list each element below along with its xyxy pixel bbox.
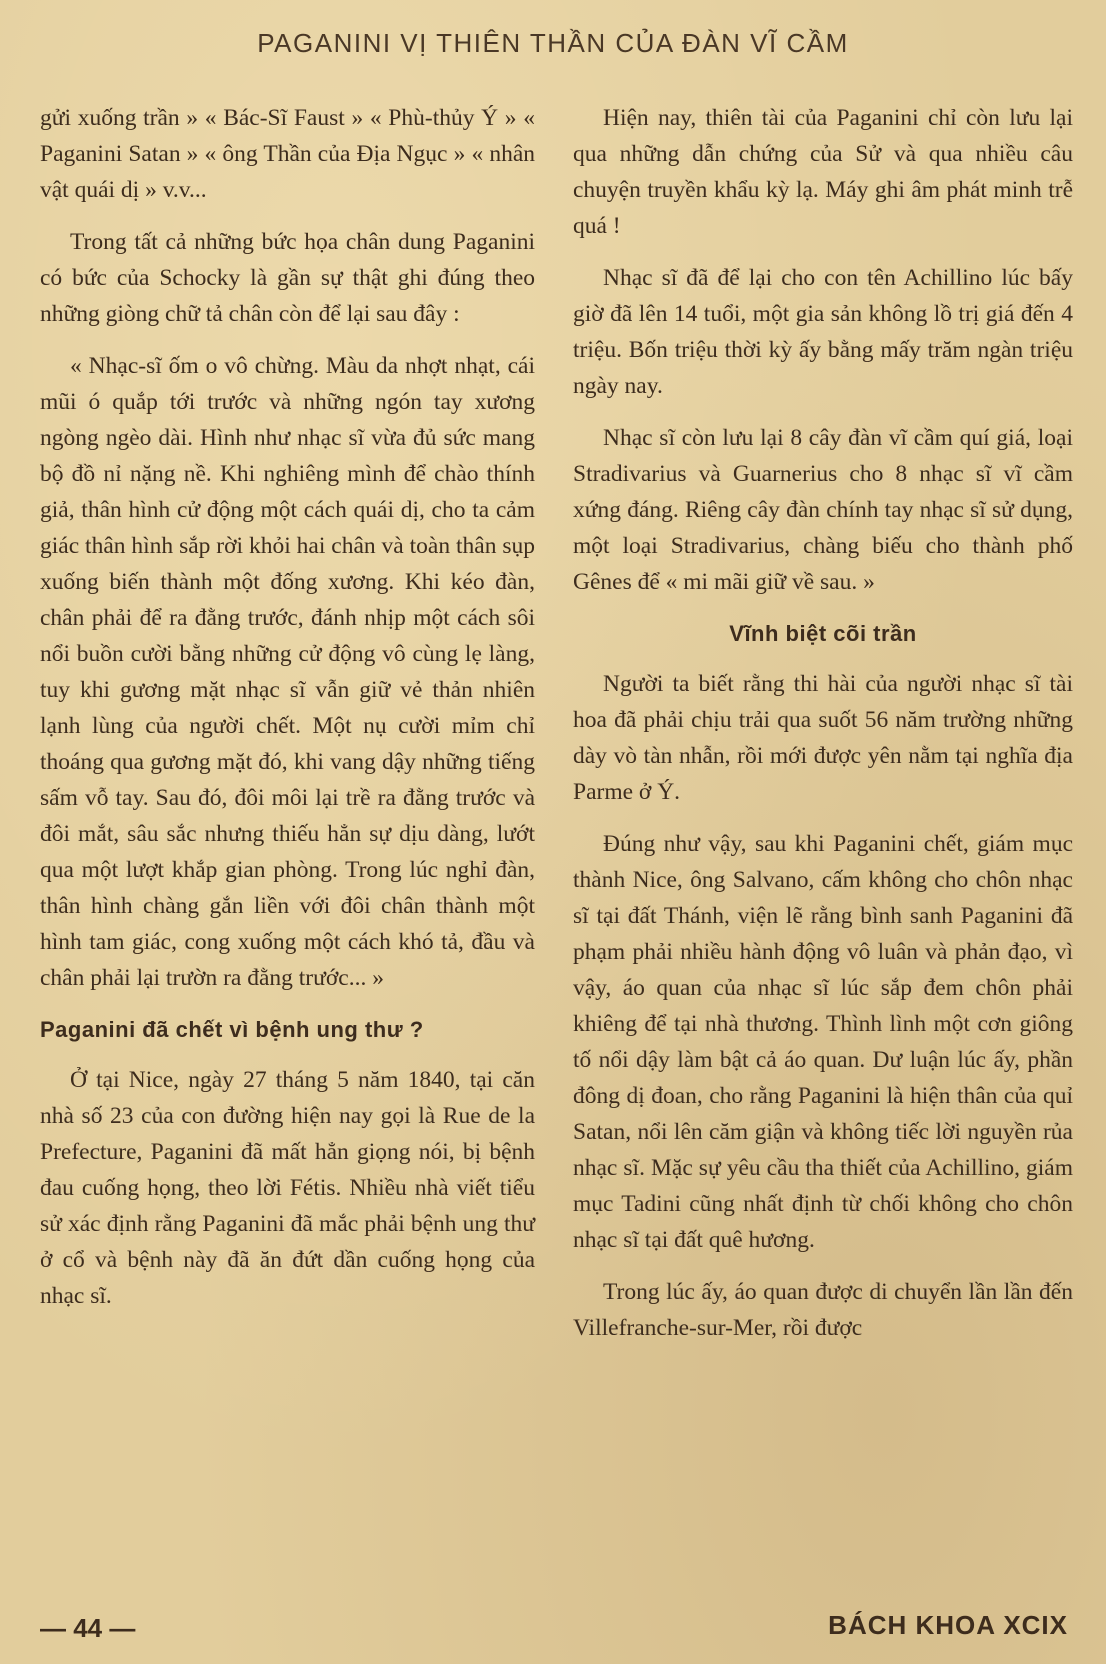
paragraph: Trong tất cả những bức họa chân dung Paganini có bức của Schocky là gần sự thật ghi đúng theo những giòng chữ tả chân còn để lại sau đây :: [40, 229, 535, 327]
paragraph: Trong lúc ấy, áo quan được di chuyển lần lần đến Villefranche-sur-Mer, rồi được: [573, 1279, 1073, 1341]
paragraph: Nhạc sĩ đã để lại cho con tên Achillino lúc bấy giờ đã lên 14 tuổi, một gia sản không lồ trị giá đến 4 triệu. Bốn triệu thời kỳ ấy bằng mấy trăm ngàn triệu ngày nay.: [573, 265, 1073, 399]
quote-paragraph: « Nhạc-sĩ ốm o vô chừng. Màu da nhợt nhạt, cái mũi ó quắp tới trước và những ngón tay xương ngòng ngèo dài. Hình như nhạc sĩ vừa đủ sức mang bộ đồ nỉ nặng nề. Khi nghiêng mình để chào thính giả, thân hình cử động một cách quái dị, cho ta cảm giác thân hình sắp rời khỏi hai chân và toàn thân sụp xuống biến thành một đống xương. Khi kéo đàn, chân phải để ra đằng trước, đánh nhịp một cách sôi nổi buồn cười bằng những cử động vô cùng lẹ làng, tuy khi gương mặt nhạc sĩ vẫn giữ vẻ thản nhiên lạnh lùng của người chết. Một nụ cười mỉm chỉ thoáng qua gương mặt đó, khi vang dậy những tiếng sấm vỗ tay. Sau đó, đôi môi lại trề ra đằng trước và đôi mắt, sâu sắc nhưng thiếu hẳn sự dịu dàng, lướt qua một lượt khắp gian phòng. Trong lúc nghỉ đàn, thân hình chàng gắn liền với đôi chân thành một hình tam giác, cong xuống một cách khó tả, đầu và chân phải lại trườn ra đằng trước... »: [40, 353, 535, 991]
magazine-footer: BÁCH KHOA XCIX: [828, 1610, 1068, 1640]
left-column: [40, 100, 535, 1330]
paragraph: Nhạc sĩ còn lưu lại 8 cây đàn vĩ cầm quí giá, loại Stradivarius và Guarnerius cho 8 nhạc sĩ vĩ cầm xứng đáng. Riêng cây đàn chính tay nhạc sĩ sử dụng, một loại Stradivarius, chàng biếu cho thành phố Gênes để « mi mãi giữ về sau. »: [573, 425, 1073, 595]
paragraph: Người ta biết rằng thi hài của người nhạc sĩ tài hoa đã phải chịu trải qua suốt 56 năm trường những dày vò tàn nhẫn, rồi mới được yên nằm tại nghĩa địa Parme ở Ý.: [573, 671, 1073, 805]
section-heading: Vĩnh biệt cõi trần: [729, 621, 917, 646]
page-number: — 44 —: [40, 1613, 136, 1643]
paragraph: gửi xuống trần » « Bác-Sĩ Faust » « Phù-thủy Ý » « Paganini Satan » « ông Thần của Địa Ngục » « nhân vật quái dị » v.v...: [40, 105, 535, 203]
paragraph: Hiện nay, thiên tài của Paganini chỉ còn lưu lại qua những dẫn chứng của Sử và qua nhiều câu chuyện truyền khẩu kỳ lạ. Máy ghi âm phát minh trễ quá !: [573, 105, 1073, 239]
running-title: PAGANINI VỊ THIÊN THẦN CỦA ĐÀN VĨ CẦM: [257, 28, 849, 58]
section-heading: Paganini đã chết vì bệnh ung thư ?: [40, 1017, 424, 1042]
right-column: [573, 100, 1073, 1362]
paragraph: Đúng như vậy, sau khi Paganini chết, giám mục thành Nice, ông Salvano, cấm không cho chôn nhạc sĩ tại đất Thánh, viện lẽ rằng bình sanh Paganini đã phạm phải nhiều hành động vô luân và phản đạo, vì vậy, áo quan của nhạc sĩ lúc sắp đem chôn phải khiêng để tại nhà thương. Thình lình một cơn giông tố nổi dậy làm bật cả áo quan. Dư luận lúc ấy, phần đông dị đoan, cho rằng Paganini là hiện thân của quỉ Satan, nổi lên căm giận và không tiếc lời nguyền rủa nhạc sĩ. Mặc sự yêu cầu tha thiết của Achillino, giám mục Tadini cũng nhất định từ chối không cho chôn nhạc sĩ tại đất quê hương.: [573, 831, 1073, 1253]
paragraph: Ở tại Nice, ngày 27 tháng 5 năm 1840, tại căn nhà số 23 của con đường hiện nay gọi là Rue de la Prefecture, Paganini đã mất hẳn giọng nói, bị bệnh đau cuống họng, theo lời Fétis. Nhiều nhà viết tiểu sử xác định rằng Paganini đã mắc phải bệnh ung thư ở cổ và bệnh này đã ăn đứt dần cuống họng của nhạc sĩ.: [40, 1067, 535, 1309]
